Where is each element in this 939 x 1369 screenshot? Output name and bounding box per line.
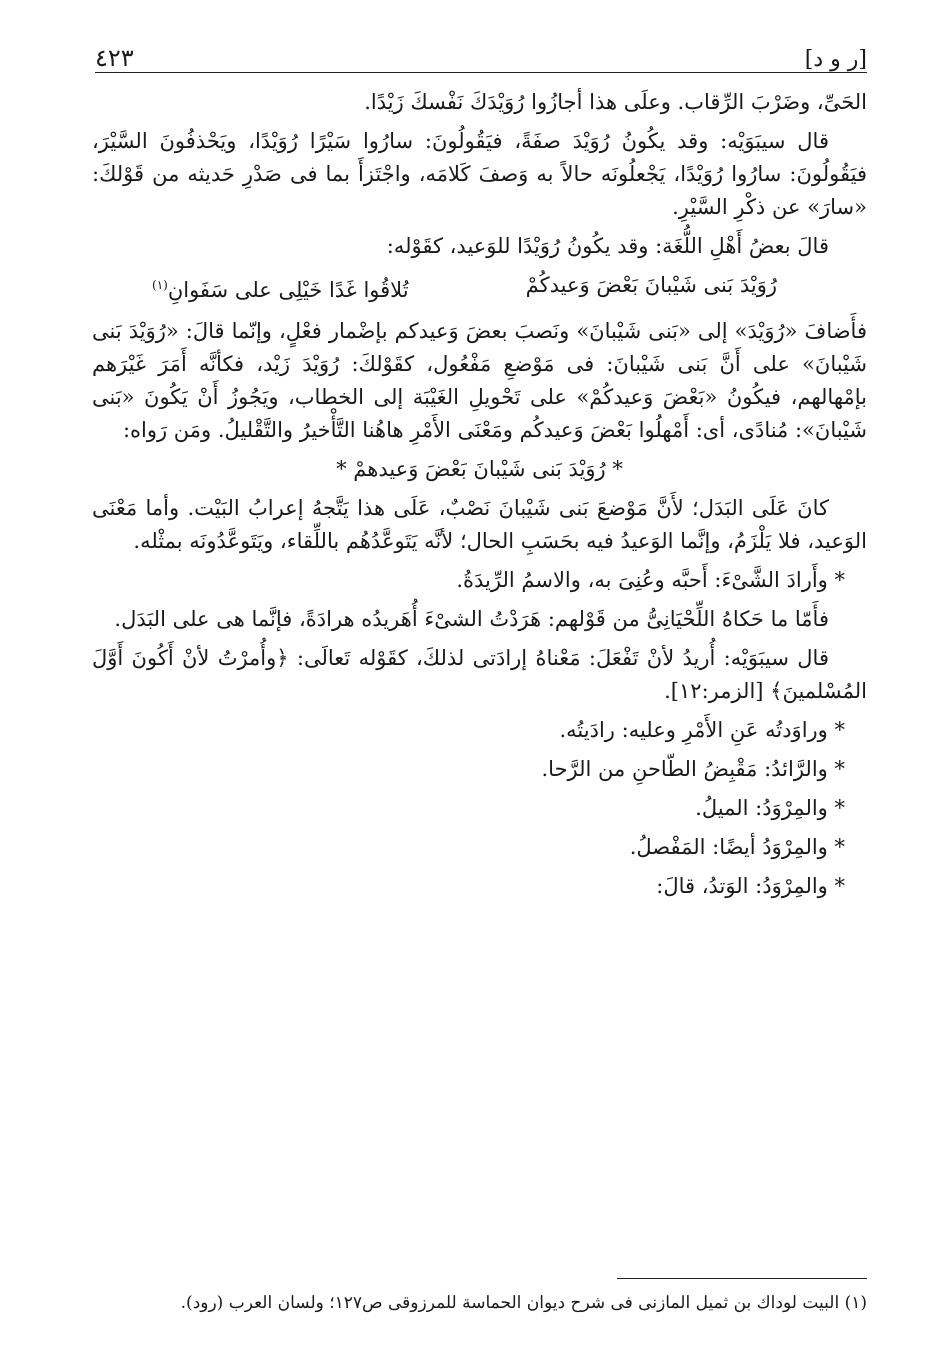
paragraph-7: فأَمّا ما حَكاهُ اللِّحْيَانِىُّ من قَوْلهم: هَرَدْتُ الشىْءَ أُهَريدُه هرادَةً، فإنَّما هى على البَدَل. <box>114 607 829 631</box>
paragraph-2: قال سيبَوَيْه: وقد يكُونُ رُوَيْدَ صفَةً، فيَقُولُونَ: سارُوا سَيْرًا رُوَيْدًا، ويَحْذفُونَ السَّيْرَ، فيَقُولُونَ: سارُوا رُوَيْدًا، يَجْعلُونَه حالاً به وَصفَ كَلامَه، واجْتَزأَ بما فى صَدْرِ حَديثه من قَوْلكَ: «سارَ» عن ذكْرِ السَّيْرِ. <box>92 129 867 219</box>
paragraph-4: فأَضافَ «رُوَيْدَ» إلى «بَنى شَيْبانَ» ونَصبَ بعضَ وَعيدكم بإضْمار فعْلٍ، وإنّما قالَ: «رُوَيْدَ بَنى شَيْبانَ» على أَنَّ بَنى شَيْبانَ: فى مَوْضعِ مَفْعُول، كقَوْلكَ: رُوَيْدَ زَيْد، فكأنَّه أَمَرَ غَيْرَهم بإمْهالهم، فيكُونُ «بَعْضَ وَعيدكُمْ» على تَحْويلِ الغَيْبَة إلى الخطاب، ويَجُوزُ أَنْ يَكُونَ «بَنى شَيْبانَ»: مُنادًى، أى: أَمْهلُوا بَعْضَ وَعيدكُم ومَعْنَى الأَمْرِ هاهُنا التَّأْخيرُ والتَّقْليلُ. ومَن رَواه: <box>92 319 867 442</box>
paragraph-3: قالَ بعضُ أَهْلِ اللُّغَة: وقد يكُونُ رُوَيْدًا للوَعيد، كقَوْله: <box>386 234 829 258</box>
quoted-verse: * رُوَيْدَ بَنى شَيْبانَ بَعْضَ وَعيدهمْ * <box>336 457 623 481</box>
paragraph-5: كانَ عَلَى البَدَل؛ لأَنَّ مَوْضعَ بَنى شَيْبانَ نَصْبٌ، عَلَى هذا يَتَّجهُ إعرابُ البَيْت. وأما مَعْنَى الوَعيد، فلا يَلْزَمُ، وإنَّما الوَعيدُ فيه بحَسَبِ الحال؛ لأنَّه يَتَوعَّدُهُم باللِّقاء، ويَتَوعَّدُونَه بمثْله. <box>92 496 867 553</box>
entry-rawadtuhu: * وراوَدتُه عَنِ الأَمْرِ وعليه: رادَيتُه. <box>559 718 845 742</box>
page-number: ٤٢٣ <box>95 44 134 72</box>
entry-mirwad-mil: * والمِرْوَدُ: الميلُ. <box>695 796 845 820</box>
paragraph-1: الحَىِّ، وضَرْبَ الرِّقاب. وعلَى هذا أجازُوا رُوَيْدَكَ نَفْسكَ زَيْدًا. <box>364 90 867 114</box>
entry-mirwad-mafsal: * والمِرْوَدُ أيضًا: المَفْصلُ. <box>629 835 845 859</box>
main-text <box>92 86 867 909</box>
verse-second-hemistich-wrap <box>152 269 409 307</box>
paragraph-8: قال سيبَوَيْه: أُريدُ لأنْ تَفْعَلَ: مَعْناهُ إرادَتى لذلكَ، كقَوْله تَعالَى: ﴿وأُمرْتُ لأنْ أَكُونَ أَوَّلَ المُسْلمينَ﴾ [الزمر:١٢]. <box>92 646 867 703</box>
footnote-divider <box>617 1278 867 1279</box>
footnote-marker: (١) <box>152 278 168 292</box>
verse-second-hemistich: تُلاقُوا غَدًا خَيْلِى على سَفَوانِ <box>167 278 409 302</box>
page-header <box>95 38 867 73</box>
running-head: [ر و د] <box>804 47 867 72</box>
entry-irada: * وأَرادَ الشَّىْءَ: أَحبَّه وعُنِىَ به، والاسمُ الرِّيدَةُ. <box>456 568 845 592</box>
verse-line <box>92 269 867 307</box>
footnote: (١) البيت لوداك بن ثميل المازنى فى شرح ديوان الحماسة للمرزوقى ص١٢٧؛ ولسان العرب (رود). <box>180 1293 867 1313</box>
verse-first-hemistich: رُوَيْدَ بَنى شَيْبانَ بَعْضَ وَعيدكُمْ <box>525 273 777 297</box>
entry-mirwad-watad: * والمِرْوَدُ: الوَتدُ، قالَ: <box>656 874 845 898</box>
entry-raid: * والرَّائدُ: مَقْبِضُ الطّاحنِ من الرَّحا. <box>541 757 845 781</box>
